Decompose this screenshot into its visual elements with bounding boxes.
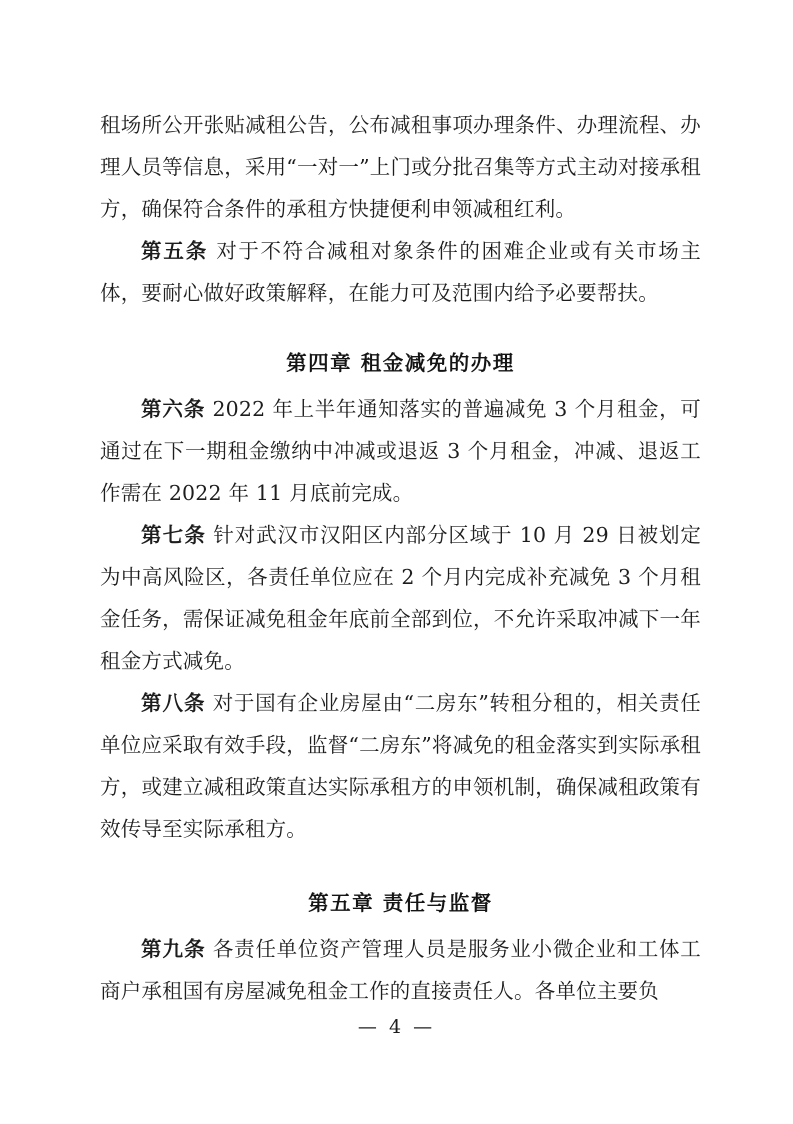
paragraph-text: 各责任单位资产管理人员是服务业小微企业和工体工商户承租国有房屋减免租金工作的直接责任人。各单位主要负: [100, 937, 701, 1003]
article-five-label: 第五条: [141, 239, 209, 263]
paragraph-text: 针对武汉市汉阳区内部分区域于 10 月 29 日被划定为中高风险区，各责任单位应在 2 个月内完成补充减免 3 个月租金任务，需保证减免租金年底前全部到位，不允许采取冲减下一年租金方式减免。: [100, 523, 702, 673]
article-eight-paragraph: [100, 682, 701, 850]
article-six-label: 第六条: [141, 397, 206, 421]
article-seven-paragraph: [100, 514, 701, 682]
chapter-five-spacer-top: [100, 850, 701, 882]
article-eight-label: 第八条: [141, 691, 206, 715]
paragraph-text: 2022 年上半年通知落实的普遍减免 3 个月租金，可通过在下一期租金缴纳中冲减或退返 3 个月租金，冲减、退返工作需在 2022 年 11 月底前完成。: [100, 397, 702, 505]
chapter-four-heading: 第四章 租金减免的办理: [286, 351, 515, 375]
paragraph-continuation: [100, 104, 701, 230]
chapter-five-heading: 第五章 责任与监督: [308, 891, 493, 915]
paragraph-text: 对于不符合减租对象条件的困难企业或有关市场主体，要耐心做好政策解释，在能力可及范围内给予必要帮扶。: [100, 239, 702, 305]
article-nine-label: 第九条: [141, 937, 206, 961]
paragraph-text: 对于国有企业房屋由“二房东”转租分租的，相关责任单位应采取有效手段，监督“二房东”将减免的租金落实到实际承租方，或建立减租政策直达实际承租方的申领机制，确保减租政策有效传导至实际承租方。: [100, 691, 702, 841]
article-six-paragraph: [100, 388, 701, 514]
paragraph-text: 租场所公开张贴减租公告，公布减租事项办理条件、办理流程、办理人员等信息，采用“一对一”上门或分批召集等方式主动对接承租方，确保符合条件的承租方快捷便利申领减租红利。: [100, 113, 701, 221]
article-five-paragraph: [100, 230, 701, 314]
chapter-four-spacer-top: [100, 314, 701, 342]
article-nine-paragraph: [100, 928, 701, 1012]
page-number: — 4 —: [357, 1016, 436, 1038]
page-footer: [0, 1016, 793, 1038]
article-seven-label: 第七条: [141, 523, 206, 547]
